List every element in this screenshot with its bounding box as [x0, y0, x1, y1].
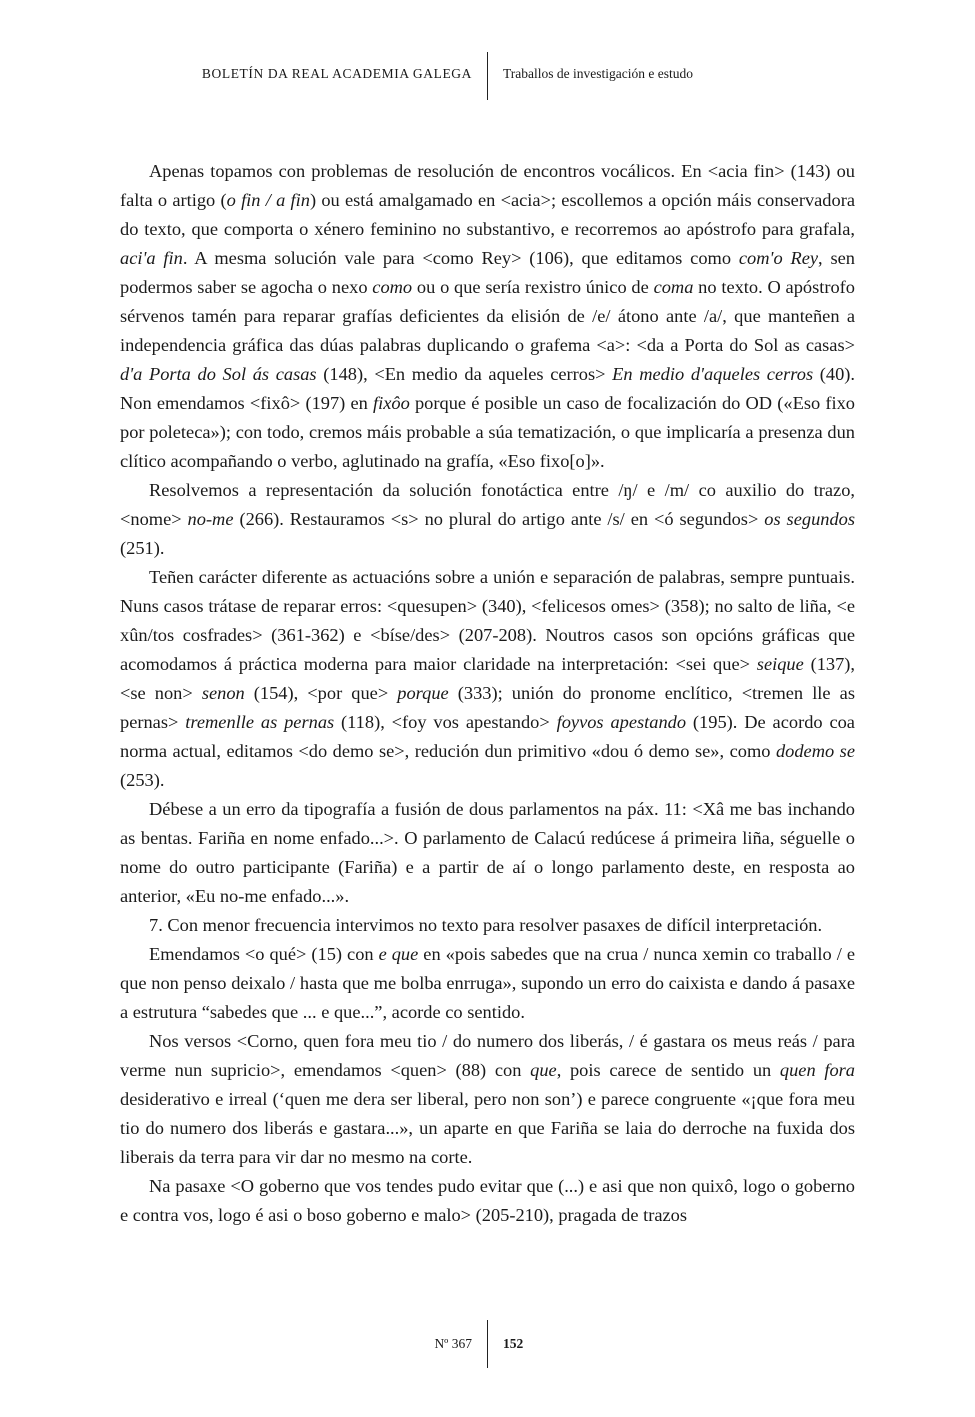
text-run: (40). Non emendamos <fixô> (197) en: [120, 364, 855, 413]
text-run: (333); unión do pronome enclítico, <tremen lle as pernas>: [120, 683, 855, 732]
text-run: (266). Restauramos <s> no plural do artigo ante /s/ en <ó segundos>: [233, 509, 765, 529]
italic-run: dodemo se: [775, 741, 855, 761]
running-footer: [0, 1320, 975, 1368]
paragraph: [120, 157, 855, 476]
text-run: (251).: [120, 538, 165, 558]
text-run: en «pois sabedes que na crua / nunca xemin co traballo / e que non penso deixalo / hasta que me bolba enrruga», supondo un erro do caixista e dando á pasaxe a estrutura “sabedes que ... e que...”, acorde co sentido.: [120, 944, 855, 1022]
header-divider: [487, 52, 488, 100]
italic-run: como: [372, 277, 413, 297]
text-run: , sen podermos saber se agocha o nexo: [120, 248, 855, 297]
text-run: Na pasaxe <O goberno que vos tendes pudo evitar que (...) e asi que non quixô, logo o goberno e contra vos, logo é asi o boso goberno e malo> (205-210), pragada de trazos: [120, 1176, 855, 1225]
italic-run: d'a Porta do Sol ás casas: [120, 364, 317, 384]
text-run: Débese a un erro da tipografía a fusión de dous parlamentos na páx. 11: <Xâ me bas inchando as bentas. Fariña en nome enfado...>. O parlamento de Calacú redúcese á primeira liña, séguelle o nome do outro participante (Fariña) e a partir de aí o longo parlamento deste, en resposta ao anterior, «Eu no-me enfado...».: [120, 799, 855, 906]
text-run: (195). De acordo coa norma actual, editamos <do demo se>, redución dun primitivo «dou ó demo se», como: [120, 712, 855, 761]
text-run: , pois carece de sentido un: [556, 1060, 780, 1080]
text-run: Nos versos <Corno, quen fora meu tio / do numero dos liberás, / é gastara os meus reás / para verme nun supricio>, emendamos <quen> (88) con: [120, 1031, 855, 1080]
text-run: ) ou está amalgamado en <acia>; escollemos a opción máis conservadora do texto, que comporta o xénero feminino no substantivo, e recorremos ao apóstrofo para grafala,: [120, 190, 855, 239]
italic-run: no-me: [187, 509, 234, 529]
italic-run: aci'a fin: [120, 248, 183, 268]
footer-divider: [487, 1320, 488, 1368]
article-body: [120, 157, 855, 1230]
text-run: (253).: [120, 770, 165, 790]
italic-run: tremenlle as pernas: [185, 712, 335, 732]
page-number: 152: [503, 1336, 524, 1351]
text-run: ou o que sería rexistro único de: [412, 277, 654, 297]
italic-run: porque: [397, 683, 449, 703]
italic-run: e que: [378, 944, 419, 964]
text-run: Resolvemos a representación da solución fonotáctica entre /ŋ/ e /m/ co auxilio do trazo, <nome>: [120, 480, 855, 529]
italic-run: os segundos: [764, 509, 856, 529]
italic-run: coma: [653, 277, 694, 297]
italic-run: senon: [201, 683, 245, 703]
italic-run: quen fora: [779, 1060, 856, 1080]
text-run: Apenas topamos con problemas de resolución de encontros vocálicos. En <acia fin> (143) ou falta o artigo (: [120, 161, 855, 210]
italic-run: fixôo: [373, 393, 410, 413]
text-run: (137), <se non>: [120, 654, 855, 703]
italic-run: que: [530, 1060, 557, 1080]
italic-run: com'o Rey: [738, 248, 819, 268]
running-header: [0, 52, 975, 100]
issue-number: Nº 367: [434, 1336, 472, 1351]
italic-run: o fin / a fin: [226, 190, 310, 210]
text-run: (154), <por que>: [244, 683, 398, 703]
text-run: desiderativo e irreal (‘quen me dera ser liberal, pero non son’) e parece congruente «¡que fora meu tio do numero dos liberás e gastara...», un aparte en que Fariña se laia do derroche na fuxida dos liberais da terra para vir dar no mesmo na corte.: [120, 1089, 855, 1167]
section-title: Traballos de investigación e estudo: [503, 66, 693, 81]
paragraph: [120, 563, 855, 795]
text-run: (118), <foy vos apestando>: [334, 712, 557, 732]
paragraph: [120, 795, 855, 911]
italic-run: foyvos apestando: [556, 712, 687, 732]
text-run: (148), <En medio da aqueles cerros>: [316, 364, 613, 384]
italic-run: seique: [756, 654, 804, 674]
paragraph: [120, 911, 855, 940]
paragraph: [120, 1172, 855, 1230]
text-run: 7. Con menor frecuencia intervimos no texto para resolver pasaxes de difícil interpretación.: [149, 915, 823, 935]
journal-title: BOLETÍN DA REAL ACADEMIA GALEGA: [201, 66, 472, 81]
text-run: no texto. O apóstrofo sérvenos tamén para reparar grafías deficientes da elisión de /e/ átono ante /a/, que manteñen a independencia gráfica das dúas palabras duplicando o grafema <a>: <da a Porta do Sol as casas>: [120, 277, 855, 355]
paragraph: [120, 1027, 855, 1172]
text-run: Teñen carácter diferente as actuacións sobre a unión e separación de palabras, sempre puntuais. Nuns casos trátase de reparar erros: <quesupen> (340), <felicesos omes> (358); no salto de liña, <e xûn/tos cosfrades> (361-362) e <bíse/des> (207-208). Noutros casos son opcións gráficas que acomodamos á práctica moderna para maior claridade na interpretación: <sei que>: [120, 567, 855, 674]
paragraph: [120, 940, 855, 1027]
paragraph: [120, 476, 855, 563]
italic-run: En medio d'aqueles cerros: [612, 364, 814, 384]
text-run: porque é posible un caso de focalización do OD («Eso fixo por poleteca»); con todo, cremos máis probable a súa tematización, o que implicaría a presenza dun clítico acompañando o verbo, aglutinado na grafía, «Eso fixo[o]».: [120, 393, 855, 471]
text-run: . A mesma solución vale para <como Rey> (106), que editamos como: [182, 248, 739, 268]
text-run: Emendamos <o qué> (15) con: [149, 944, 379, 964]
